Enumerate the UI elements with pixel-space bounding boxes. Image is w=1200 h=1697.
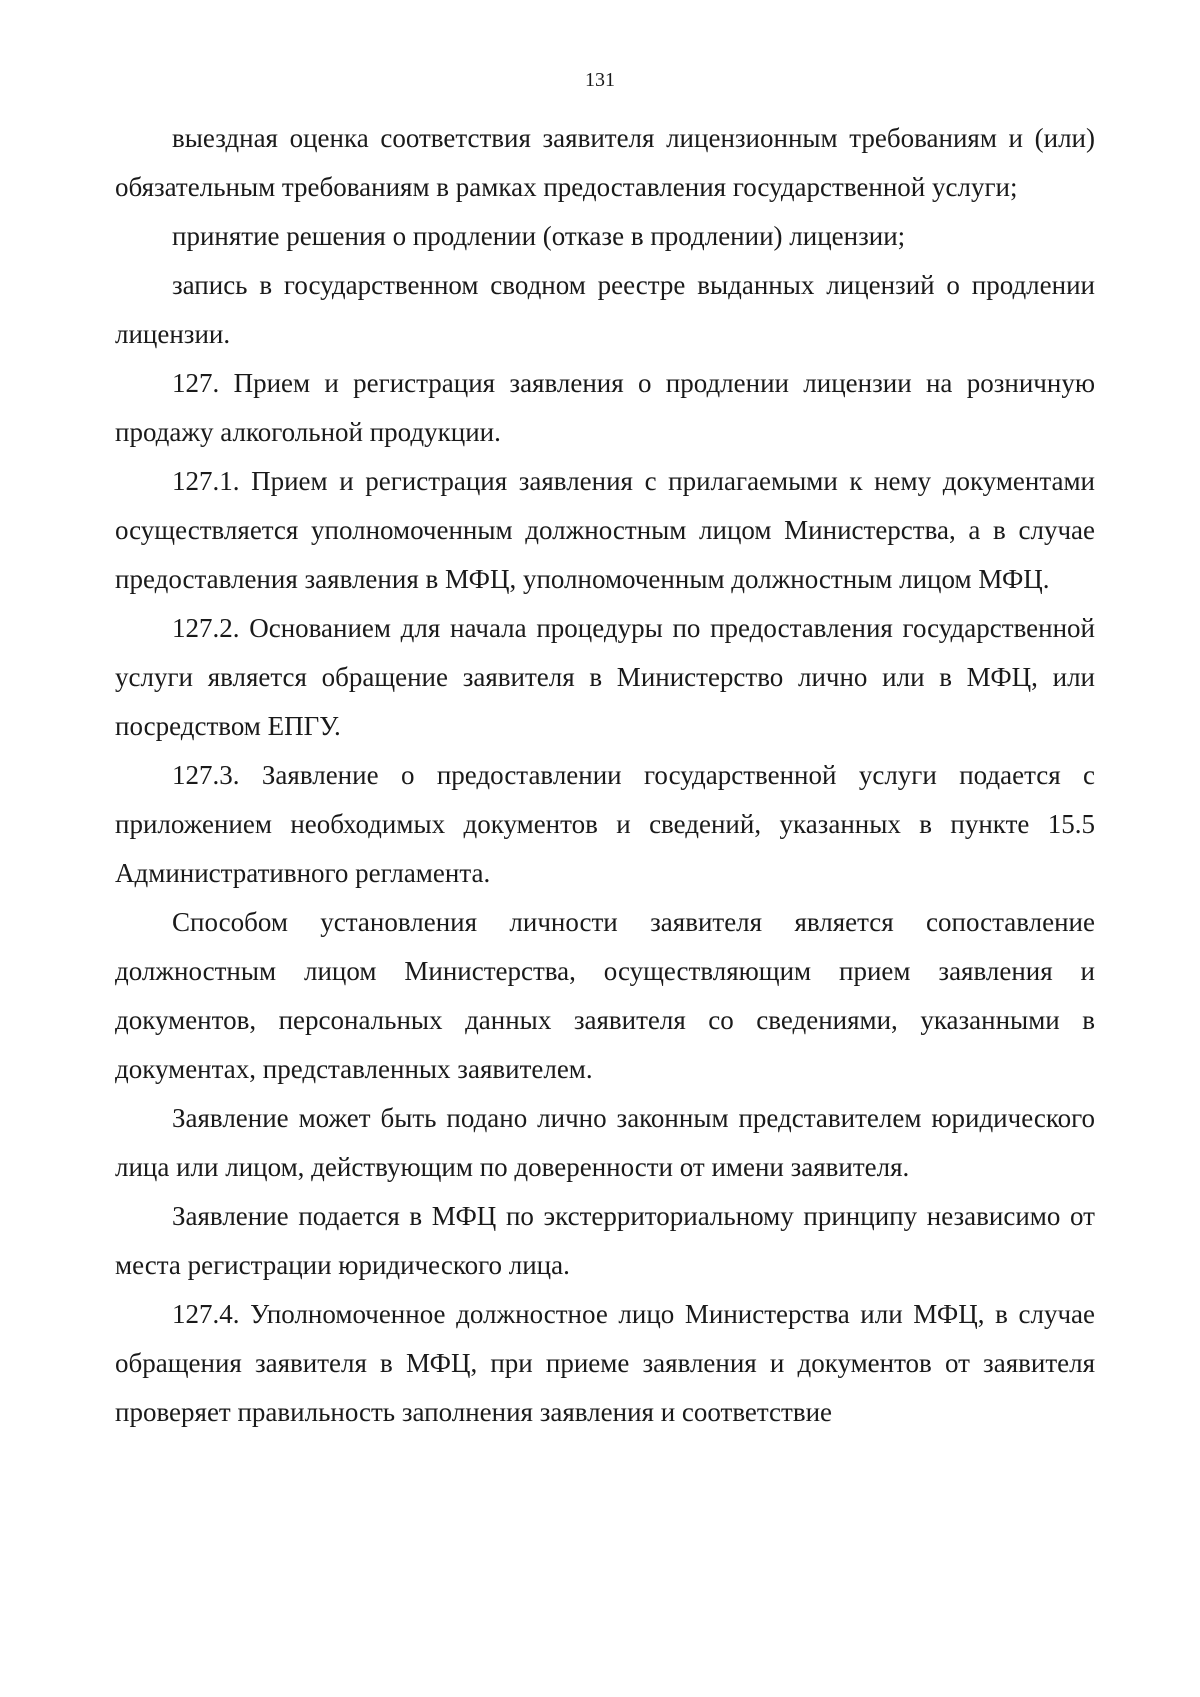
paragraph-127: 127. Прием и регистрация заявления о продлении лицензии на розничную продажу алкогольной продукции. <box>115 368 1095 447</box>
paragraph-127-3: 127.3. Заявление о предоставлении государственной услуги подается с приложением необходимых документов и сведений, указанных в пункте 15.5 Административного регламента. <box>115 760 1095 888</box>
page-number: 131 <box>585 69 615 91</box>
document-body <box>115 114 1095 1437</box>
paragraph-registry-record: запись в государственном сводном реестре выданных лицензий о продлении лицензии. <box>115 270 1095 349</box>
paragraph-onsite-assessment: выездная оценка соответствия заявителя лицензионным требованиям и (или) обязательным требованиям в рамках предоставления государственной услуги; <box>115 123 1095 202</box>
paragraph-submission: Заявление может быть подано лично законным представителем юридического лица или лицом, действующим по доверенности от имени заявителя. <box>115 1103 1095 1182</box>
paragraph-127-2: 127.2. Основанием для начала процедуры по предоставления государственной услуги является обращение заявителя в Министерство лично или в МФЦ, или посредством ЕПГУ. <box>115 613 1095 741</box>
paragraph-decision: принятие решения о продлении (отказе в продлении) лицензии; <box>172 221 906 251</box>
paragraph-identity: Способом установления личности заявителя является сопоставление должностным лицом Министерства, осуществляющим прием заявления и документов, персональных данных заявителя со сведениями, указанными в документах, представленных заявителем. <box>115 907 1095 1084</box>
paragraph-exterritorial: Заявление подается в МФЦ по экстерриториальному принципу независимо от места регистрации юридического лица. <box>115 1201 1095 1280</box>
paragraph-127-1: 127.1. Прием и регистрация заявления с прилагаемыми к нему документами осуществляется уполномоченным должностным лицом Министерства, а в случае предоставления заявления в МФЦ, уполномоченным должностным лицом МФЦ. <box>115 466 1095 594</box>
paragraph-127-4: 127.4. Уполномоченное должностное лицо Министерства или МФЦ, в случае обращения заявителя в МФЦ, при приеме заявления и документов от заявителя проверяет правильность заполнения заявления и соответствие <box>115 1299 1095 1427</box>
